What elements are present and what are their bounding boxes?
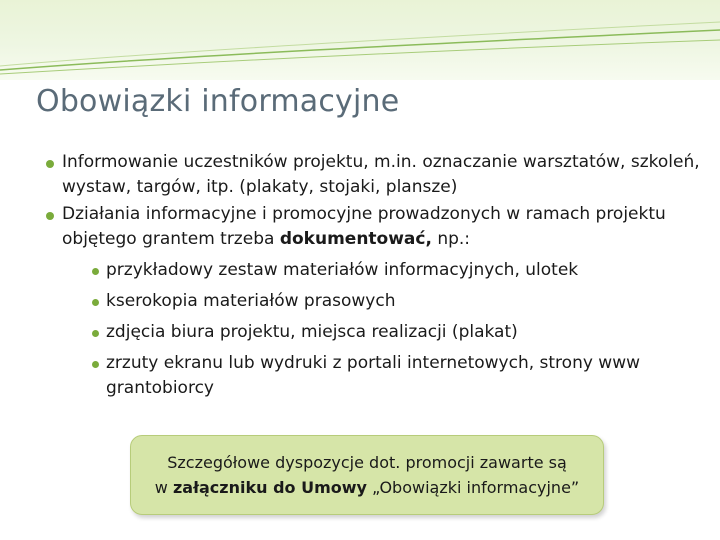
sub-bullet-text: przykładowy zestaw materiałów informacyjnych, ulotek (106, 260, 579, 280)
header-band (0, 0, 720, 80)
bullet-list (40, 150, 700, 403)
sub-bullet-text: kserokopia materiałów prasowych (106, 291, 396, 311)
sub-bullet-item-2 (62, 289, 700, 314)
callout-bold-text: załączniku do Umowy (172, 478, 367, 497)
callout-text-after: „Obowiązki informacyjne” (366, 478, 580, 497)
slide-title: Obowiązki informacyjne (36, 84, 400, 119)
bullet-dot-icon (46, 212, 54, 220)
decorative-curves (0, 0, 720, 80)
callout-line-1: Szczegółowe dyspozycje dot. promocji zawarte są (167, 453, 567, 472)
bullet-item-2 (40, 202, 700, 401)
sub-bullet-text: zrzuty ekranu lub wydruki z portali internetowych, strony www grantobiorcy (106, 353, 641, 398)
bullet-text: Informowanie uczestników projektu, m.in. oznaczanie warsztatów, szkoleń, wystaw, targów, itp. (plakaty, stojaki, plansze) (62, 152, 700, 197)
bullet-dot-icon (46, 160, 54, 168)
callout-line-2 (131, 475, 603, 500)
callout-text-before: w (154, 478, 173, 497)
sub-bullet-dot-icon (92, 361, 99, 368)
bullet-item-1 (40, 150, 700, 200)
bullet-text-after: np.: (431, 229, 471, 249)
bullet-text: Działania informacyjne i promocyjne prowadzonych w ramach projektu objętego grantem trzeba (62, 204, 666, 249)
sub-bullet-dot-icon (92, 330, 99, 337)
sub-bullet-item-1 (62, 258, 700, 283)
sub-bullet-item-3 (62, 320, 700, 345)
sub-bullet-dot-icon (92, 299, 99, 306)
bullet-bold-text: dokumentować, (279, 229, 432, 249)
sub-bullet-text: zdjęcia biura projektu, miejsca realizacji (plakat) (106, 322, 518, 342)
sub-bullet-item-4 (62, 351, 700, 401)
callout-box (130, 435, 604, 515)
sub-bullet-dot-icon (92, 268, 99, 275)
